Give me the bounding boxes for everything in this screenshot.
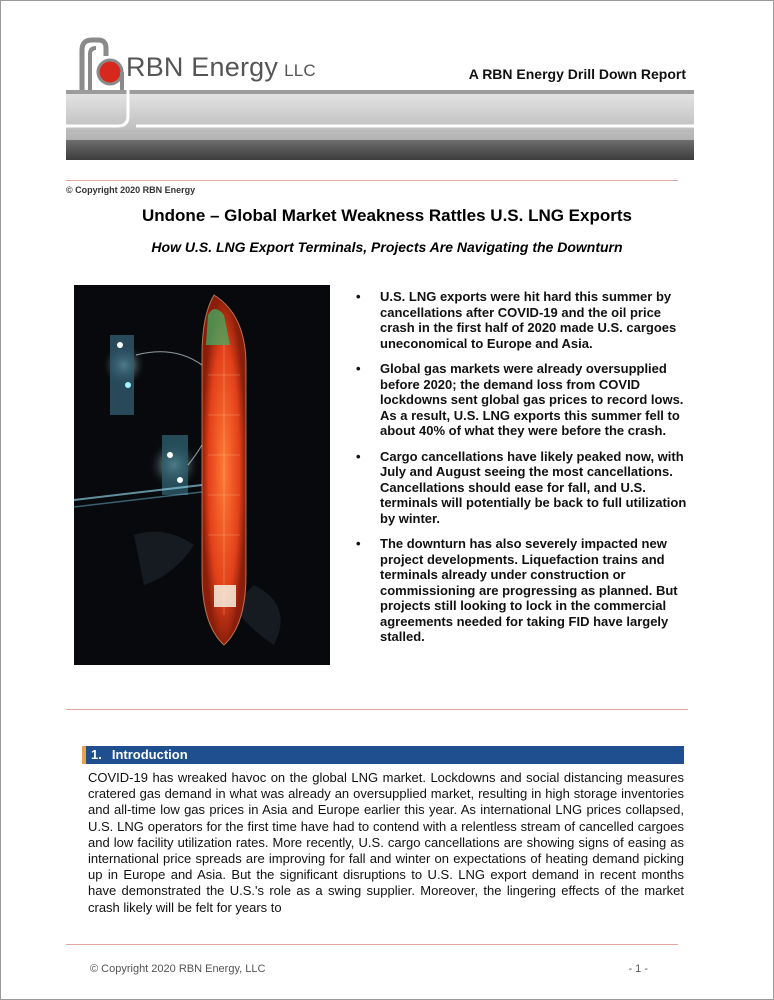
list-item xyxy=(352,449,688,527)
bullet-text: The downturn has also severely impacted new project developments. Liquefaction trains and terminals already under construction or commissioning are progressing as planned. But projects still looking to lock in the commercial agreements needed for taking FID have largely stalled. xyxy=(380,536,678,644)
section-rule xyxy=(66,709,688,710)
document-title: Undone – Global Market Weakness Rattles U.S. LNG Exports xyxy=(142,206,632,225)
list-item xyxy=(352,361,688,439)
report-label: A RBN Energy Drill Down Report xyxy=(468,66,686,82)
document-subtitle: How U.S. LNG Export Terminals, Projects Are Navigating the Downturn xyxy=(151,239,623,255)
bullet-text: Cargo cancellations have likely peaked now, with July and August seeing the most cancellations. Cancellations should ease for fall, and U.S. terminals will potentially be back to full utilization by winter. xyxy=(380,448,687,526)
summary-bullets xyxy=(352,289,688,655)
header-banner xyxy=(66,90,694,160)
header-copyright: © Copyright 2020 RBN Energy xyxy=(66,185,196,195)
section-title: Introduction xyxy=(111,747,188,762)
logo-wordmark xyxy=(126,52,316,83)
bullet-icon: • xyxy=(356,289,361,304)
logo-brand: RBN Energy xyxy=(126,52,279,82)
intro-paragraph: COVID-19 has wreaked havoc on the global LNG market. Lockdowns and social distancing measures cratered gas demand in what was already an oversupplied market, resulting in high storage inventories and all-time low gas prices in Asia and Europe earlier this year. As international LNG prices collapsed, U.S. LNG operators for the first time have had to contend with a relentless stream of cancelled cargoes and low facility utilization rates. More recently, U.S. cargo cancellations are showing signs of easing as international price spreads are improving for fall and winter on expectations of heating demand picking up in Europe and Asia. But the significant disruptions to U.S. LNG export demand in recent months have demonstrated the U.S.'s role as a swing supplier. Moreover, the lingering effects of the market crash likely will be felt for years to xyxy=(88,770,684,915)
header-rule xyxy=(66,180,678,181)
logo-suffix: LLC xyxy=(284,61,316,80)
bullet-text: Global gas markets were already oversupplied before 2020; the demand loss from COVID lockdowns sent global gas prices to record lows. As a result, U.S. LNG exports this summer fell to about 40% of what they were before the crash. xyxy=(380,361,684,438)
bullet-icon: • xyxy=(356,536,361,551)
footer-copyright: © Copyright 2020 RBN Energy, LLC xyxy=(90,963,266,975)
section-number: 1. xyxy=(91,747,102,762)
section-heading-bar xyxy=(82,746,684,764)
list-item xyxy=(352,289,688,351)
bullet-text: U.S. LNG exports were hit hard this summer by cancellations after COVID-19 and the oil price crash in the first half of 2020 made U.S. cargoes uneconomical to Europe and Asia. xyxy=(380,289,677,351)
lng-ship-photo xyxy=(74,285,330,665)
footer-rule xyxy=(66,944,678,945)
bullet-icon: • xyxy=(356,361,361,376)
page-number: - 1 - xyxy=(628,963,648,975)
list-item xyxy=(352,536,688,645)
bullet-icon: • xyxy=(356,448,361,464)
